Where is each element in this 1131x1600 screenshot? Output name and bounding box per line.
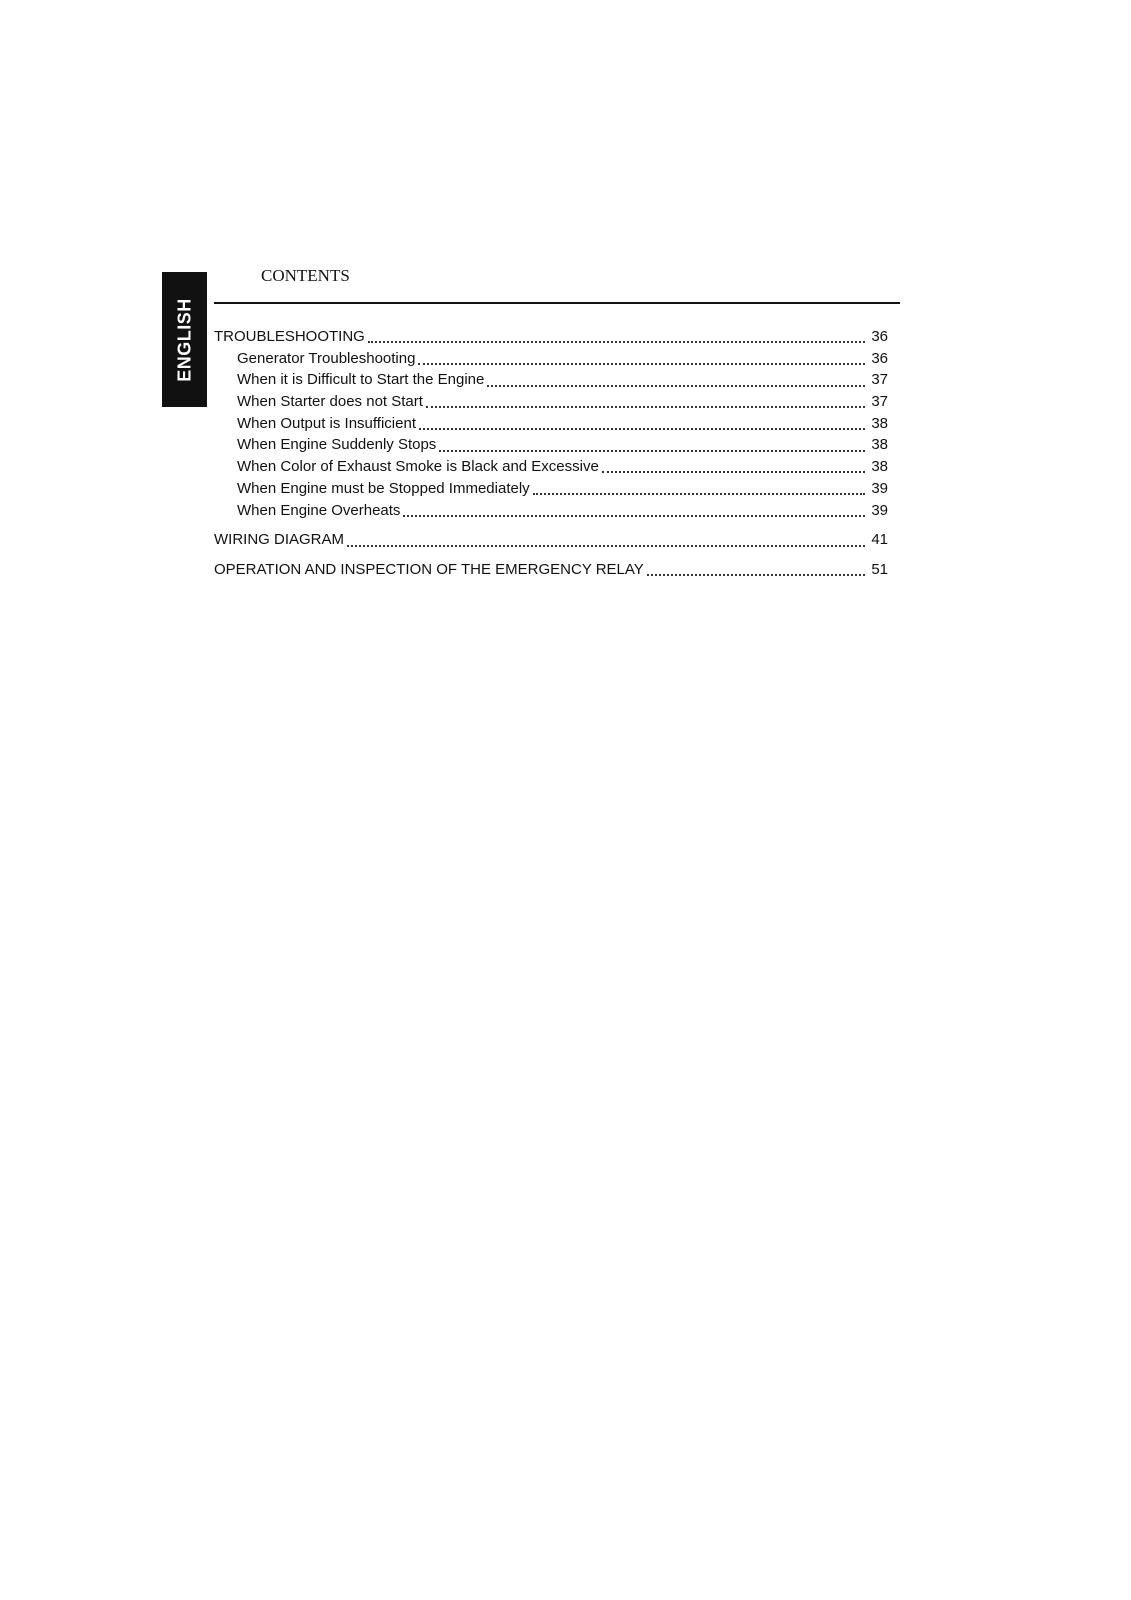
toc-entry-label: When Engine Overheats: [237, 501, 401, 519]
toc-entry-engine-suddenly-stops[interactable]: [214, 434, 888, 456]
dot-leader: [533, 481, 865, 496]
toc-entry-wiring-diagram[interactable]: [214, 529, 888, 551]
toc-entry-label: When Output is Insufficient: [237, 414, 416, 432]
table-of-contents: [214, 326, 888, 581]
toc-entry-output-insufficient[interactable]: [214, 413, 888, 435]
dot-leader: [487, 373, 865, 388]
dot-leader: [647, 562, 865, 577]
toc-entry-page: 39: [871, 479, 888, 497]
language-tab-label: ENGLISH: [174, 297, 194, 382]
dot-leader: [403, 503, 865, 518]
page-title: CONTENTS: [261, 266, 350, 285]
dot-leader: [368, 329, 865, 344]
toc-entry-label: Generator Troubleshooting: [237, 349, 416, 367]
dot-leader: [426, 394, 865, 409]
toc-entry-label: TROUBLESHOOTING: [214, 328, 365, 345]
toc-entry-troubleshooting[interactable]: [214, 326, 888, 348]
toc-entry-difficult-to-start[interactable]: [214, 369, 888, 391]
title-divider: [214, 302, 900, 304]
toc-entry-generator-troubleshooting[interactable]: [214, 348, 888, 370]
toc-entry-label: When Color of Exhaust Smoke is Black and Excessive: [237, 458, 599, 476]
toc-entry-emergency-relay[interactable]: [214, 559, 888, 581]
toc-entry-page: 38: [871, 414, 888, 432]
toc-entry-label: WIRING DIAGRAM: [214, 531, 344, 549]
toc-entry-page: 39: [871, 501, 888, 519]
toc-entry-exhaust-smoke[interactable]: [214, 456, 888, 478]
toc-entry-page: 37: [871, 393, 888, 411]
dot-leader: [347, 533, 865, 548]
dot-leader: [419, 416, 865, 431]
toc-entry-page: 37: [871, 371, 888, 389]
toc-entry-label: When Engine must be Stopped Immediately: [237, 479, 530, 497]
toc-entry-engine-overheats[interactable]: [214, 500, 888, 522]
toc-entry-page: 36: [871, 349, 888, 367]
toc-entry-page: 41: [871, 531, 888, 549]
toc-entry-page: 38: [871, 436, 888, 454]
toc-entry-page: 36: [871, 328, 888, 345]
toc-entry-page: 51: [871, 560, 888, 578]
toc-entry-label: OPERATION AND INSPECTION OF THE EMERGENCY RELAY: [214, 560, 644, 578]
toc-entry-label: When Engine Suddenly Stops: [237, 436, 437, 454]
language-tab: [162, 272, 207, 407]
toc-entry-stopped-immediately[interactable]: [214, 478, 888, 500]
toc-entry-page: 38: [871, 458, 888, 476]
dot-leader: [439, 438, 865, 453]
dot-leader: [602, 459, 865, 474]
toc-entry-label: When Starter does not Start: [237, 393, 423, 411]
dot-leader: [418, 351, 865, 366]
toc-entry-label: When it is Difficult to Start the Engine: [237, 371, 485, 389]
toc-entry-starter-does-not-start[interactable]: [214, 391, 888, 413]
